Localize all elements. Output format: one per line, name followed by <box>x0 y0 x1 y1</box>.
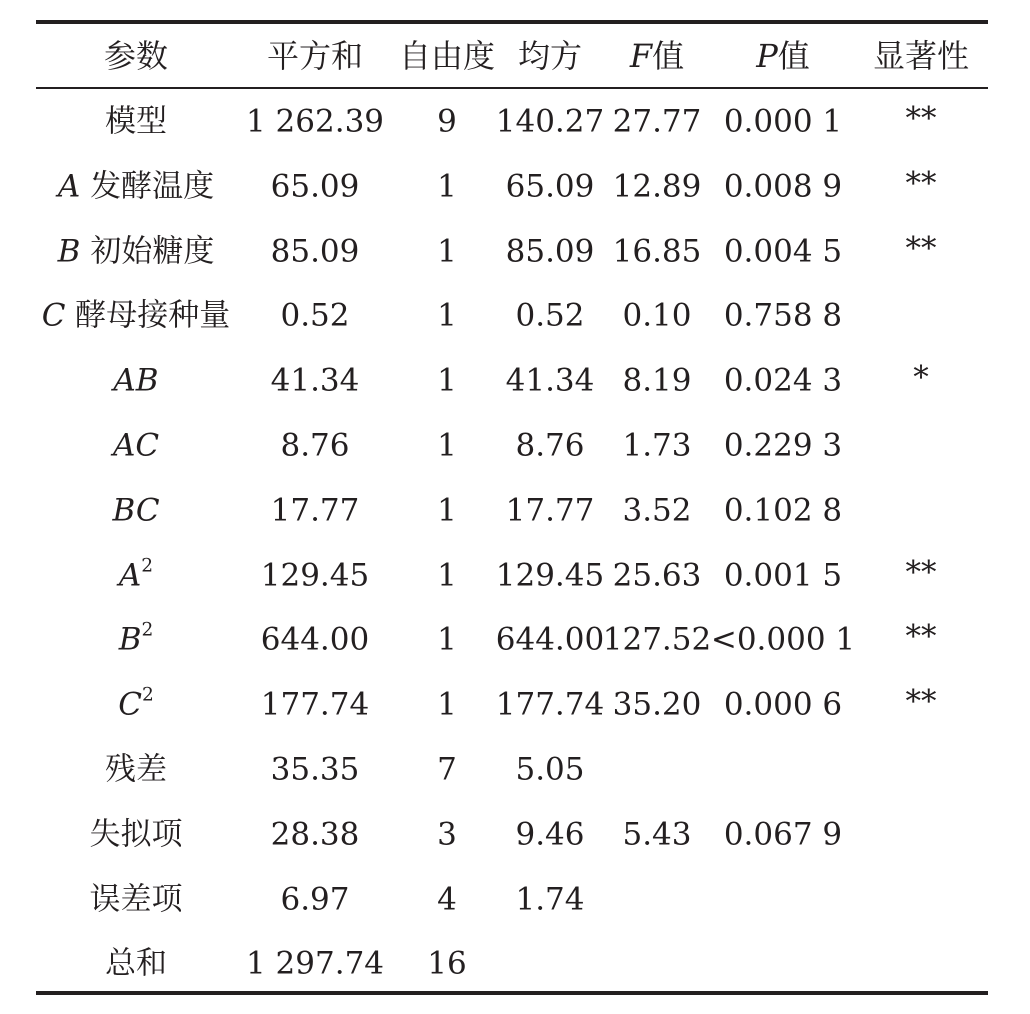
cell-text: 总和 <box>105 945 167 982</box>
column-header-ss <box>266 37 364 75</box>
table-cell-f: 5.43 <box>622 816 692 853</box>
table-cell-sig: ** <box>905 230 937 267</box>
table-cell-ms: 17.77 <box>505 492 595 529</box>
cell-text: 自由度 <box>398 37 496 75</box>
table-cell-ms: 5.05 <box>515 751 585 788</box>
superscript: 2 <box>141 555 154 577</box>
table-cell-df: 4 <box>437 881 457 918</box>
table-cell-p: 0.004 5 <box>723 233 843 270</box>
cell-text: 酵母接种量 <box>65 297 231 334</box>
table-cell-ss: 129.45 <box>260 557 370 594</box>
table-cell-ss: 35.35 <box>270 751 360 788</box>
table-cell-f: 0.10 <box>622 297 692 334</box>
table-cell-f: 25.63 <box>612 557 702 594</box>
table-cell-ss: 8.76 <box>280 427 350 464</box>
table-cell-ss: 85.09 <box>270 233 360 270</box>
italic-symbol: B <box>57 233 81 270</box>
superscript: 2 <box>141 619 154 641</box>
table-cell-ss: 0.52 <box>280 297 350 334</box>
table-cell-f: 35.20 <box>612 686 702 723</box>
table-cell-df: 9 <box>437 103 457 140</box>
table-cell-df: 1 <box>437 557 457 594</box>
table-cell-ss: 1 262.39 <box>245 103 385 140</box>
table-cell-p: 0.008 9 <box>723 168 843 205</box>
table-cell-ss: 28.38 <box>270 816 360 853</box>
table-cell-p: 0.229 3 <box>723 427 843 464</box>
cell-text: 模型 <box>105 103 167 140</box>
table-cell-f: 3.52 <box>622 492 692 529</box>
table-cell-param <box>112 427 160 464</box>
table-cell-param <box>57 233 215 270</box>
table-cell-ss: 644.00 <box>260 621 370 658</box>
column-header-param <box>103 37 169 75</box>
table-cell-ms: 85.09 <box>505 233 595 270</box>
table-cell-ms: 9.46 <box>515 816 585 853</box>
cell-text: 初始糖度 <box>80 233 215 270</box>
table-cell-ss: 6.97 <box>280 881 350 918</box>
italic-symbol: B <box>118 621 142 658</box>
italic-symbol: A <box>118 557 142 594</box>
table-cell-ms: 644.00 <box>495 621 605 658</box>
cell-text: 参数 <box>103 37 169 75</box>
table-cell-param <box>118 619 154 658</box>
table-cell-df: 1 <box>437 297 457 334</box>
cell-text: 均方 <box>517 37 583 75</box>
table-cell-ss: 17.77 <box>270 492 360 529</box>
table-cell-sig: ** <box>905 683 937 720</box>
table-cell-df: 1 <box>437 427 457 464</box>
italic-symbol: A <box>57 168 81 205</box>
table-cell-p: 0.067 9 <box>723 816 843 853</box>
superscript: 2 <box>141 684 154 706</box>
table-cell-sig: ** <box>905 100 937 137</box>
table-cell-param <box>105 751 167 788</box>
table-cell-df: 1 <box>437 168 457 205</box>
table-cell-ms: 1.74 <box>515 881 585 918</box>
table-top-rule <box>36 20 988 24</box>
table-cell-param <box>118 555 154 594</box>
table-cell-param <box>105 945 167 982</box>
table-cell-f: 16.85 <box>612 233 702 270</box>
italic-symbol: AB <box>113 362 159 399</box>
table-cell-f: 12.89 <box>612 168 702 205</box>
table-cell-p: 0.000 1 <box>723 103 843 140</box>
column-header-f <box>629 37 685 75</box>
italic-symbol: AC <box>112 427 160 464</box>
table-cell-p: 0.001 5 <box>723 557 843 594</box>
cell-text: 显著性 <box>872 37 970 75</box>
table-cell-ms: 41.34 <box>505 362 595 399</box>
column-header-ms <box>517 37 583 75</box>
table-cell-ms: 140.27 <box>495 103 605 140</box>
cell-text: 值 <box>777 37 810 75</box>
table-cell-param <box>41 297 231 334</box>
table-cell-param <box>112 492 160 529</box>
table-cell-sig: ** <box>905 554 937 591</box>
table-cell-df: 1 <box>437 233 457 270</box>
table-cell-p: 0.024 3 <box>723 362 843 399</box>
table-cell-ms: 8.76 <box>515 427 585 464</box>
italic-symbol: C <box>41 297 66 334</box>
table-cell-param <box>113 362 159 399</box>
table-cell-ms: 129.45 <box>495 557 605 594</box>
table-cell-df: 3 <box>437 816 457 853</box>
table-cell-param <box>89 816 183 853</box>
table-cell-df: 1 <box>437 492 457 529</box>
column-header-p <box>756 37 810 75</box>
column-header-df <box>398 37 496 75</box>
table-cell-ms: 65.09 <box>505 168 595 205</box>
italic-symbol: C <box>118 686 142 723</box>
table-cell-df: 16 <box>427 945 467 982</box>
table-cell-df: 1 <box>437 686 457 723</box>
table-cell-ms: 0.52 <box>515 297 585 334</box>
table-cell-p: 0.102 8 <box>723 492 843 529</box>
column-header-sig <box>872 37 970 75</box>
table-cell-ss: 1 297.74 <box>245 945 385 982</box>
table-cell-param <box>89 881 183 918</box>
table-header-rule <box>36 87 988 89</box>
cell-text: 值 <box>652 37 685 75</box>
table-cell-param <box>118 684 154 723</box>
table-cell-ms: 177.74 <box>495 686 605 723</box>
italic-symbol: P <box>756 37 778 75</box>
cell-text: 残差 <box>105 751 167 788</box>
table-cell-sig: ** <box>905 618 937 655</box>
table-cell-p: <0.000 1 <box>710 621 856 658</box>
cell-text: 失拟项 <box>89 816 183 853</box>
table-cell-p: 0.758 8 <box>723 297 843 334</box>
table-cell-sig: ** <box>905 165 937 202</box>
italic-symbol: F <box>629 37 653 75</box>
table-cell-ss: 41.34 <box>270 362 360 399</box>
table-cell-param <box>105 103 167 140</box>
table-cell-f: 8.19 <box>622 362 692 399</box>
table-cell-f: 1.73 <box>622 427 692 464</box>
italic-symbol: BC <box>112 492 160 529</box>
table-cell-df: 7 <box>437 751 457 788</box>
cell-text: 发酵温度 <box>80 168 215 205</box>
table-cell-ss: 65.09 <box>270 168 360 205</box>
table-cell-df: 1 <box>437 362 457 399</box>
cell-text: 误差项 <box>89 881 183 918</box>
table-cell-param <box>57 168 215 205</box>
table-cell-p: 0.000 6 <box>723 686 843 723</box>
cell-text: 平方和 <box>266 37 364 75</box>
table-cell-df: 1 <box>437 621 457 658</box>
table-bottom-rule <box>36 991 988 995</box>
table-cell-ss: 177.74 <box>260 686 370 723</box>
table-cell-sig: * <box>913 359 929 396</box>
table-cell-f: 27.77 <box>612 103 702 140</box>
table-cell-f: 127.52 <box>602 621 712 658</box>
